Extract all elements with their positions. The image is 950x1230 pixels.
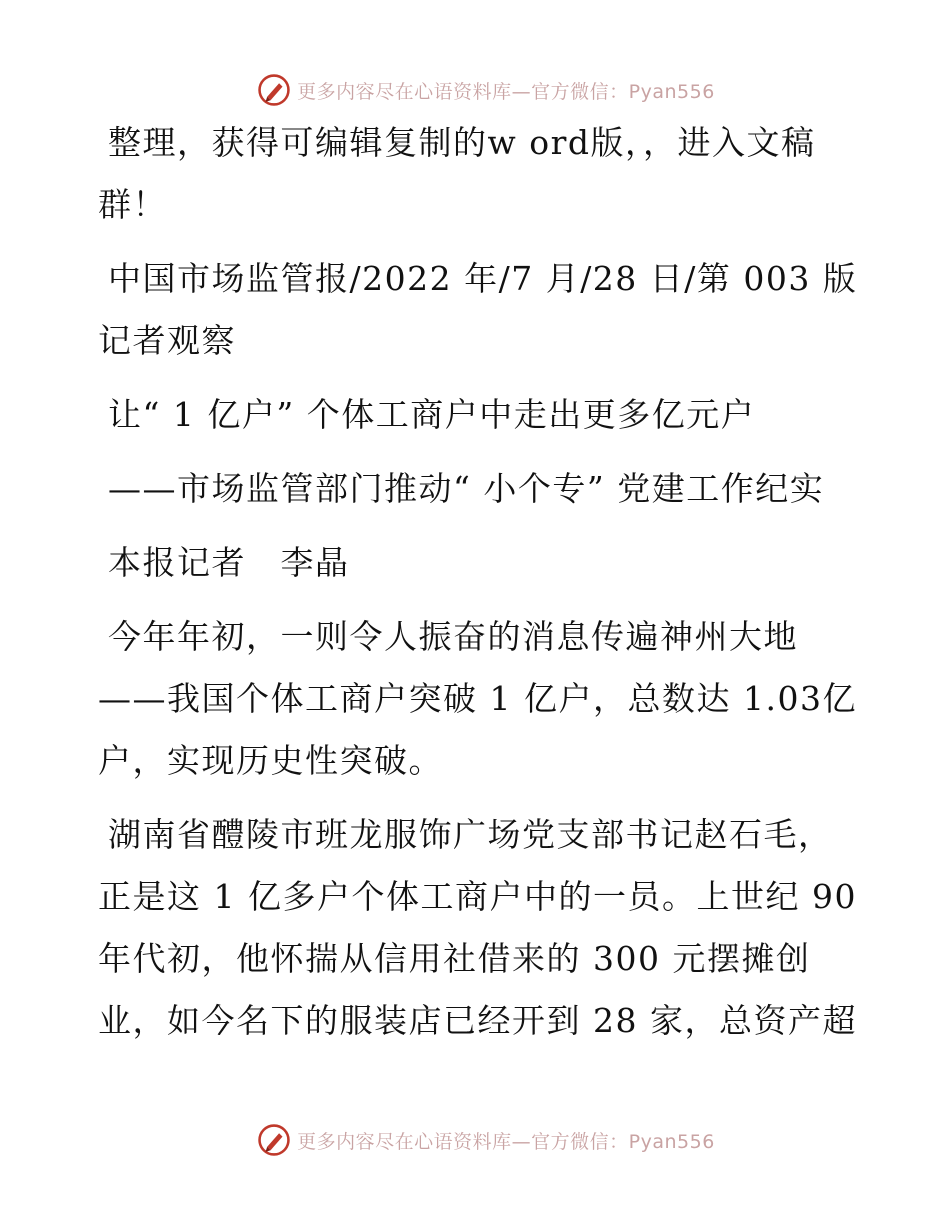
body-paragraph-2: 湖南省醴陵市班龙服饰广场党支部书记赵石毛，正是这 1 亿多户个体工商户中的一员。上世纪 90 年代初，他怀揣从信用社借来的 300 元摆摊创业，如今名下的服装店已经开到 28 家，总资产超: [98, 815, 857, 1040]
footer-banner-inner: [257, 1123, 715, 1157]
header-banner-inner: [257, 73, 715, 107]
header-banner-text: 更多内容尽在心语资料库—官方微信：Pyan556: [297, 80, 715, 103]
article-subtitle: ——市场监管部门推动“ 小个专” 党建工作纪实: [108, 469, 825, 508]
body-paragraph-1: 今年年初，一则令人振奋的消息传遍神州大地——我国个体工商户突破 1 亿户，总数达 1.03亿户，实现历史性突破。: [98, 617, 857, 780]
article-title: 让“ 1 亿户” 个体工商户中走出更多亿元户: [108, 395, 756, 434]
article-body: [98, 112, 858, 1064]
pen-logo-icon: [257, 73, 291, 107]
header-banner: [0, 70, 950, 110]
footer-banner-text: 更多内容尽在心语资料库—官方微信：Pyan556: [297, 1130, 715, 1153]
pen-logo-icon: [257, 1123, 291, 1157]
footer-banner: [0, 1120, 950, 1160]
byline: 本报记者 李晶: [108, 543, 350, 582]
source-line: 中国市场监管报/2022 年/7 月/28 日/第 003 版记者观察: [98, 259, 858, 360]
intro-paragraph: 整理，获得可编辑复制的w ord版，，进入文稿群！: [98, 123, 816, 224]
